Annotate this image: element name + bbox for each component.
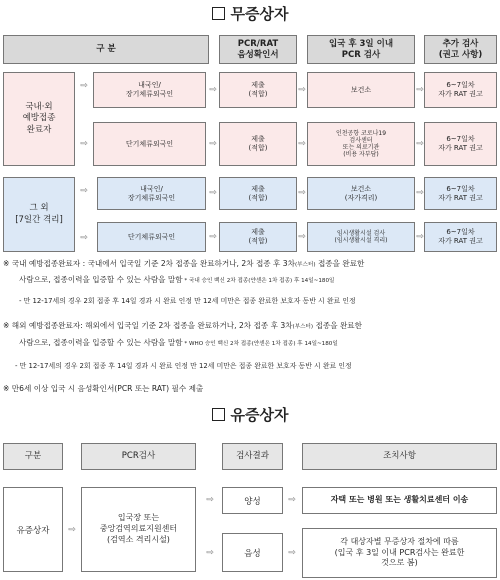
group1-row1-submit: 제출 (적합) xyxy=(219,72,297,108)
group2-label: 그 외 [7일간 격리] xyxy=(3,177,75,252)
arrow-icon: ⇨ xyxy=(68,525,76,535)
arrow-icon: ⇨ xyxy=(80,81,88,91)
group1-row2-submit: 제출 (적합) xyxy=(219,122,297,166)
group1-label: 국내·외 예방접종 완료자 xyxy=(3,72,75,166)
header-category: 구 분 xyxy=(3,35,209,64)
arrow-icon: ⇨ xyxy=(80,233,88,243)
checkbox-square-icon xyxy=(212,408,225,421)
header-pcr-3day: 입국 후 3일 이내 PCR 검사 xyxy=(307,35,415,64)
arrow-icon: ⇨ xyxy=(80,186,88,196)
s2-header-action: 조치사항 xyxy=(302,443,497,470)
arrow-icon: ⇨ xyxy=(416,139,424,149)
group1-row2-subcategory: 단기체류외국인 xyxy=(93,122,206,166)
s2-positive: 양성 xyxy=(222,487,283,514)
arrow-icon: ⇨ xyxy=(80,139,88,149)
group2-row2-extra: 6~7일차 자가 RAT 권고 xyxy=(424,222,497,252)
arrow-icon: ⇨ xyxy=(298,188,306,198)
section1-title xyxy=(0,3,500,24)
group1-row2-test: 인천공항 코로나19 검사센터 또는 의료기관 (비용 자부담) xyxy=(307,122,415,166)
checkbox-square-icon xyxy=(212,7,225,20)
note2-line1: ※ 해외 예방접종완료자: 해외에서 입국일 기준 2차 접종을 완료하거나, 2차 접종 후 3차(부스터) 접종을 완료한 xyxy=(3,321,362,330)
section2-title xyxy=(0,404,500,425)
arrow-icon: ⇨ xyxy=(298,139,306,149)
group2-row2-submit: 제출 (적합) xyxy=(219,222,297,252)
group2-row2-test: 임시생활시설 검사 (임시생활시설 격리) xyxy=(307,222,415,252)
header-pcr-rat: PCR/RAT 음성확인서 xyxy=(219,35,297,64)
note2-line3: - 만 12-17세의 경우 2회 접종 후 14일 경과 시 완료 인정 만 12세 미만은 접종 완료한 보호자 동반 시 완료 인정 xyxy=(15,362,352,370)
group1-row2-extra: 6~7일차 자가 RAT 권고 xyxy=(424,122,497,166)
s2-row-label: 유증상자 xyxy=(3,487,63,572)
group1-row1-test: 보건소 xyxy=(307,72,415,108)
section2-title-text: 유증상자 xyxy=(230,406,289,424)
arrow-icon: ⇨ xyxy=(206,495,214,505)
s2-header-pcr: PCR검사 xyxy=(81,443,196,470)
arrow-icon: ⇨ xyxy=(416,232,424,242)
arrow-icon: ⇨ xyxy=(298,232,306,242)
arrow-icon: ⇨ xyxy=(206,548,214,558)
arrow-icon: ⇨ xyxy=(288,548,296,558)
arrow-icon: ⇨ xyxy=(298,85,306,95)
arrow-icon: ⇨ xyxy=(416,188,424,198)
arrow-icon: ⇨ xyxy=(416,85,424,95)
note1-line1: ※ 국내 예방접종완료자 : 국내에서 입국일 기준 2차 접종을 완료하거나, 2차 접종 후 3차(부스터) 접종을 완료한 xyxy=(3,259,365,268)
s2-positive-action: 자택 또는 병원 또는 생활치료센터 이송 xyxy=(302,487,497,514)
header-extra-test: 추가 검사 (권고 사항) xyxy=(424,35,497,64)
group1-row1-subcategory: 내국인/ 장기체류외국인 xyxy=(93,72,206,108)
note1-line3: - 만 12-17세의 경우 2회 접종 후 14일 경과 시 완료 인정 만 12세 미만은 접종 완료한 보호자 동반 시 완료 인정 xyxy=(19,297,356,305)
s2-header-result: 검사결과 xyxy=(222,443,283,470)
group2-row1-test: 보건소 (자가격리) xyxy=(307,177,415,210)
note1-line2: 사람으로, 접종이력을 입증할 수 있는 사람을 말함 * 국내 승인 백신 2차 접종(얀센은 1차 접종) 후 14일~180일 xyxy=(19,275,335,284)
group2-row1-subcategory: 내국인/ 장기체류외국인 xyxy=(97,177,206,210)
s2-header-category: 구분 xyxy=(3,443,63,470)
arrow-icon: ⇨ xyxy=(209,188,217,198)
s2-pcr-place: 입국장 또는 중앙검역의료지원센터 (검역소 격리시설) xyxy=(81,487,196,572)
note2-line2: 사람으로, 접종이력을 입증할 수 있는 사람을 말함 * WHO 승인 백신 2차 접종(얀센은 1차 접종) 후 14일~180일 xyxy=(19,338,338,347)
s2-negative: 음성 xyxy=(222,533,283,572)
arrow-icon: ⇨ xyxy=(209,139,217,149)
group1-row1-extra: 6~7일차 자가 RAT 권고 xyxy=(424,72,497,108)
group2-row1-submit: 제출 (적합) xyxy=(219,177,297,210)
group2-row1-extra: 6~7일차 자가 RAT 권고 xyxy=(424,177,497,210)
group2-row2-subcategory: 단기체류외국인 xyxy=(97,222,206,252)
note3: ※ 만6세 이상 입국 시 음성확인서(PCR 또는 RAT) 필수 제출 xyxy=(3,384,204,393)
arrow-icon: ⇨ xyxy=(209,85,217,95)
arrow-icon: ⇨ xyxy=(288,495,296,505)
arrow-icon: ⇨ xyxy=(209,232,217,242)
section1-title-text: 무증상자 xyxy=(230,5,289,23)
s2-negative-action: 각 대상자별 무증상자 절차에 따름 (입국 후 3일 이내 PCR검사는 완료한 것으로 봄) xyxy=(302,528,497,578)
